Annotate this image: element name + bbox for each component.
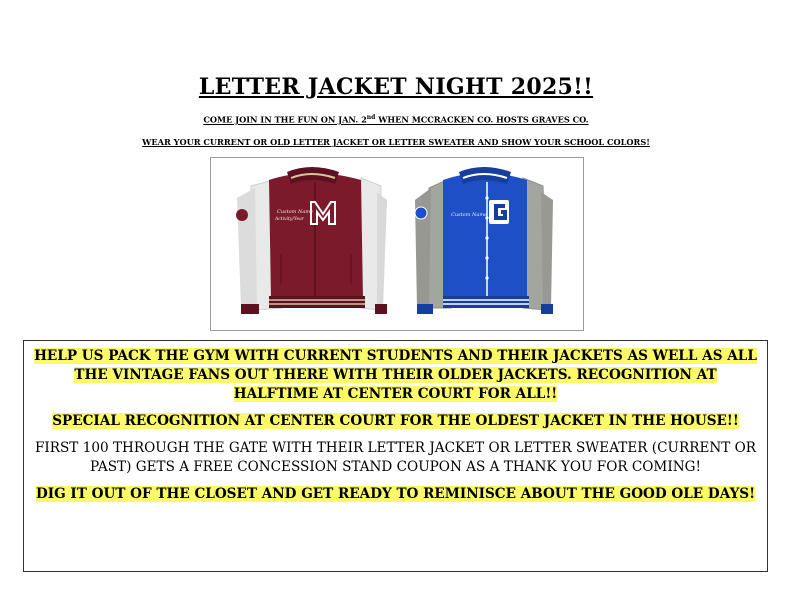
event-details-box [23,340,768,572]
blue-letter-jacket [415,167,553,314]
maroon-letter-jacket [236,167,387,314]
left-jacket-name-2: Activity/Year [275,217,304,222]
dress-code-line: WEAR YOUR CURRENT OR OLD LETTER JACKET OR LETTER SWEATER AND SHOW YOUR SCHOOL COLORS! [142,137,650,147]
pack-the-gym-text: HELP US PACK THE GYM WITH CURRENT STUDENTS AND THEIR JACKETS AS WELL AS ALL THE VINTAGE FANS OUT THERE WITH THEIR OLDER JACKETS. RECOGNITION AT HALFTIME AT CENTER COURT FOR ALL!! [34,348,757,402]
event-date-line: COME JOIN IN THE FUN ON JAN. 2nd WHEN MCCRACKEN CO. HOSTS GRAVES CO. [203,114,589,125]
jackets-image [210,157,584,331]
dig-it-out-text: DIG IT OUT OF THE CLOSET AND GET READY TO REMINISCE ABOUT THE GOOD OLE DAYS! [35,486,756,502]
right-jacket-name-1: Custom Name [451,212,488,218]
oldest-jacket-text: SPECIAL RECOGNITION AT CENTER COURT FOR THE OLDEST JACKET IN THE HOUSE!! [52,413,739,429]
page-title: LETTER JACKET NIGHT 2025!! [198,74,594,100]
concession-coupon-text: FIRST 100 THROUGH THE GATE WITH THEIR LETTER JACKET OR LETTER SWEATER (CURRENT OR PAST) GETS A FREE CONCESSION STAND COUPON AS A THANK YOU FOR COMING! [34,440,757,475]
left-jacket-name-1: Custom Name [277,209,314,215]
